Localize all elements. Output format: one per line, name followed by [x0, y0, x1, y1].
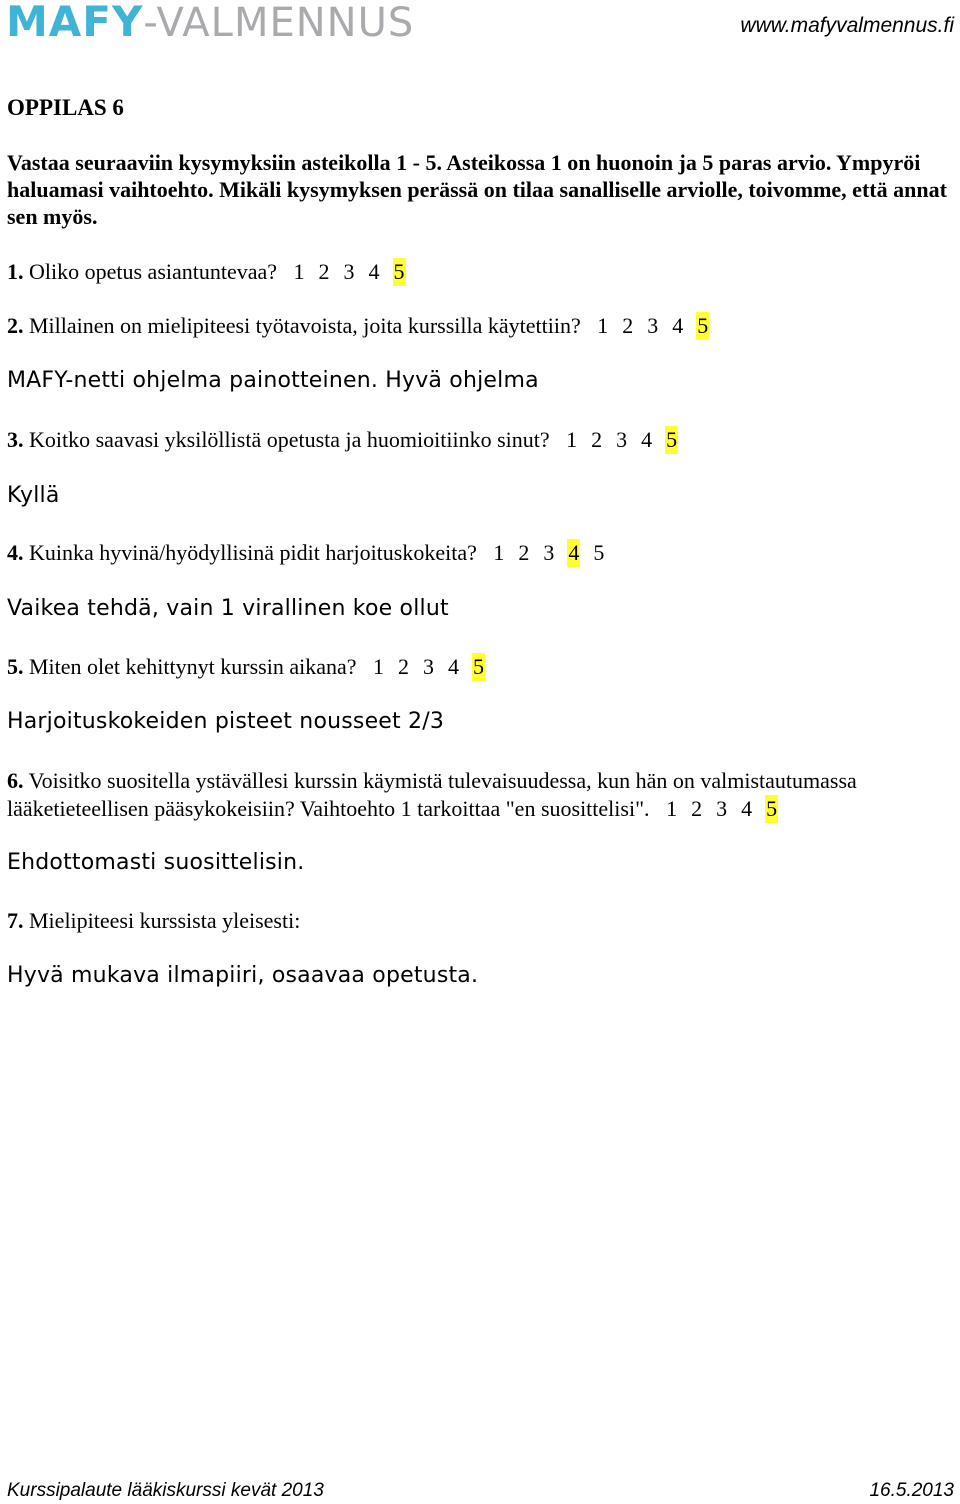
rating-option[interactable]: 2: [318, 259, 330, 284]
answer-4: Vaikea tehdä, vain 1 virallinen koe ollut: [7, 596, 449, 621]
footer-course-title: Kurssipalaute lääkiskurssi kevät 2013: [7, 1480, 324, 1501]
logo-brand: MAFY: [6, 0, 144, 46]
question-number: 2.: [7, 313, 24, 338]
rating-option[interactable]: 4: [672, 313, 684, 338]
answer-2: MAFY-netti ohjelma painotteinen. Hyvä ohjelma: [7, 368, 539, 393]
question-5: [7, 653, 952, 681]
question-4: [7, 539, 952, 567]
rating-option[interactable]: 4: [741, 796, 753, 821]
rating-option[interactable]: 4: [448, 654, 459, 679]
rating-option[interactable]: 2: [691, 796, 703, 821]
rating-option[interactable]: 1: [493, 540, 505, 565]
rating-scale: [596, 313, 709, 338]
question-number: 7.: [7, 908, 24, 933]
question-7: [7, 907, 952, 935]
rating-scale: [293, 259, 406, 284]
rating-option-selected[interactable]: 5: [666, 427, 678, 452]
rating-option[interactable]: 2: [518, 540, 530, 565]
rating-option[interactable]: 5: [593, 540, 605, 565]
rating-option[interactable]: 3: [716, 796, 728, 821]
rating-option-selected[interactable]: 5: [473, 654, 484, 679]
rating-scale: [372, 654, 485, 679]
rating-option[interactable]: 1: [566, 427, 578, 452]
question-text: Miten olet kehittynyt kurssin aikana?: [29, 654, 357, 679]
rating-option[interactable]: 1: [597, 313, 609, 338]
question-text: Voisitko suositella ystävällesi kurssin käymistä tulevaisuudessa, kun hän on valmistautumassa lääketieteellisen pääsykokeisiin? Vaihtoehto 1 tarkoittaa "en suosittelisi".: [7, 768, 857, 821]
question-2: [7, 312, 952, 340]
footer-date: 16.5.2013: [869, 1480, 954, 1501]
rating-option[interactable]: 1: [293, 259, 305, 284]
rating-option[interactable]: 1: [666, 796, 678, 821]
answer-3: Kyllä: [7, 483, 60, 508]
rating-option[interactable]: 4: [368, 259, 380, 284]
rating-option[interactable]: 2: [591, 427, 603, 452]
site-url: www.mafyvalmennus.fi: [740, 14, 954, 37]
rating-option-selected[interactable]: 4: [568, 540, 580, 565]
answer-5: Harjoituskokeiden pisteet nousseet 2/3: [7, 709, 445, 734]
answer-7: Hyvä mukava ilmapiiri, osaavaa opetusta.: [7, 963, 479, 988]
rating-option-selected[interactable]: 5: [697, 313, 709, 338]
rating-option[interactable]: 2: [622, 313, 634, 338]
question-number: 1.: [7, 259, 24, 284]
question-text: Oliko opetus asiantuntevaa?: [29, 259, 278, 284]
rating-option[interactable]: 3: [647, 313, 659, 338]
question-1: [7, 258, 952, 286]
instructions: Vastaa seuraaviin kysymyksiin asteikolla 1 - 5. Asteikossa 1 on huonoin ja 5 paras arvio. Ympyröi haluamasi vaihtoehto. Mikäli kysymyksen perässä on tilaa sanalliselle arviolle, toivomme, että annat sen myös.: [7, 150, 947, 229]
question-number: 3.: [7, 427, 24, 452]
question-text: Millainen on mielipiteesi työtavoista, joita kurssilla käytettiin?: [29, 313, 581, 338]
question-text: Kuinka hyvinä/hyödyllisinä pidit harjoituskokeita?: [29, 540, 477, 565]
page-title: OPPILAS 6: [7, 95, 124, 120]
logo-rest: -VALMENNUS: [143, 0, 415, 46]
rating-option-selected[interactable]: 5: [393, 259, 405, 284]
question-text: Mielipiteesi kurssista yleisesti:: [29, 908, 301, 933]
answer-6: Ehdottomasti suosittelisin.: [7, 850, 305, 875]
rating-option[interactable]: 2: [398, 654, 409, 679]
rating-option[interactable]: 4: [641, 427, 653, 452]
rating-option-selected[interactable]: 5: [766, 796, 778, 821]
rating-option[interactable]: 3: [543, 540, 555, 565]
question-3: [7, 426, 952, 454]
question-text: Koitko saavasi yksilöllistä opetusta ja huomioitiinko sinut?: [29, 427, 550, 452]
rating-scale: [492, 540, 605, 565]
rating-option[interactable]: 1: [373, 654, 384, 679]
rating-option[interactable]: 3: [616, 427, 628, 452]
question-number: 4.: [7, 540, 24, 565]
rating-option[interactable]: 3: [423, 654, 434, 679]
rating-scale: [565, 427, 678, 452]
question-number: 5.: [7, 654, 24, 679]
question-6: [7, 767, 937, 823]
logo: [6, 0, 414, 44]
question-number: 6.: [7, 768, 24, 793]
rating-scale: [665, 796, 778, 821]
rating-option[interactable]: 3: [343, 259, 355, 284]
